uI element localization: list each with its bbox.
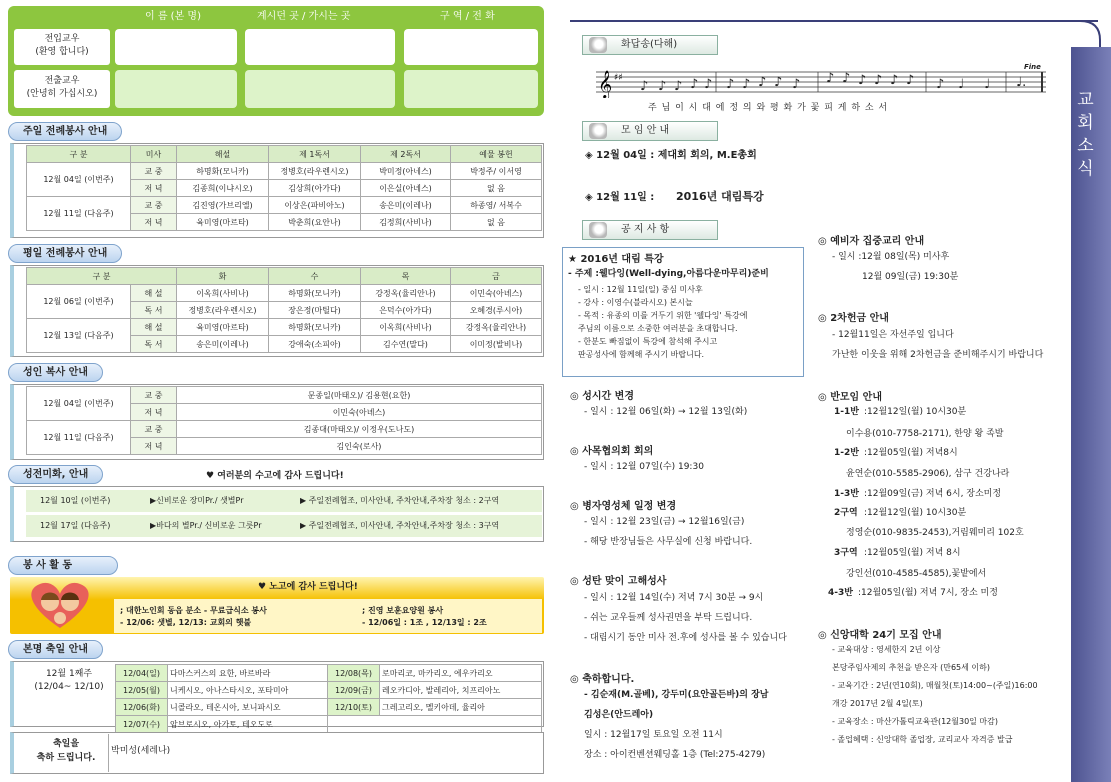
family-illustration-icon — [20, 578, 100, 634]
cleaning-duty: ▶ 주일전례협조, 미사안내, 주차안내,주차장 청소 : 2구역 — [300, 496, 500, 505]
cell: 강정옥(율리안나) — [451, 319, 542, 336]
volunteer-thanks: ♥ 노고에 감사 드립니다! — [258, 582, 358, 592]
meeting-item-1: ◈ 12월 04일 : 제대회 회의, M.E총회 — [585, 150, 757, 161]
cell: 교 중 — [131, 163, 177, 180]
ban-meeting-title: ◎ 반모임 안내 — [818, 392, 882, 403]
svg-text:♪: ♪ — [726, 77, 735, 92]
reg-in-name[interactable] — [115, 29, 237, 65]
feast-empty — [328, 716, 542, 733]
svg-text:♪: ♪ — [874, 73, 883, 88]
holy-hour-date: - 일시 : 12월 06일(화) → 12월 13일(화) — [584, 407, 748, 417]
ban-detail: 정영순(010-9835-2453),거림웨미리 102호 — [846, 528, 1024, 538]
pope-icon — [589, 123, 607, 139]
ban-label: 4-3반 — [828, 588, 853, 598]
date-cell: 12월 04일 (이번주) — [27, 163, 131, 197]
cell: 독 서 — [131, 336, 177, 353]
reg-out-place[interactable] — [245, 70, 395, 108]
cell: 교 중 — [131, 421, 177, 438]
faith-college-title: ◎ 신앙대학 24기 모집 안내 — [818, 630, 942, 641]
svg-text:♪: ♪ — [658, 79, 667, 94]
faith-college-line: 개강 2017년 2월 4일(토) — [832, 699, 923, 708]
cell: 하명화(모니카) — [177, 163, 269, 180]
date-cell: 12월 06일 (이번주) — [27, 285, 131, 319]
holy-hour-title: ◎ 성시간 변경 — [570, 391, 634, 402]
second-collection-line-2: 가난한 이웃을 위해 2차헌금을 준비해주시기 바랍니다 — [832, 350, 1044, 360]
date-cell: 12월 13일 (다음주) — [27, 319, 131, 353]
cell: 박정주/ 이서영 — [451, 163, 542, 180]
advent-lecture-title: ★ 2016년 대림 특강 — [568, 254, 664, 265]
feast-date: 12/10(토) — [328, 699, 380, 716]
side-banner-text: 교회소식 — [1073, 90, 1093, 182]
feast-week: 12월 1째주 (12/04~ 12/10) — [34, 669, 104, 692]
cell: 정병호(라우렌시오) — [269, 163, 361, 180]
volunteer-left-2: - 12/06: 샛별, 12/13: 교회의 햇불 — [120, 618, 252, 627]
cell: 해 설 — [131, 285, 177, 302]
th: 구 분 — [27, 146, 131, 163]
notice-title-text: 공 지 사 항 — [621, 224, 670, 235]
cell: 송은미(이레나) — [177, 336, 269, 353]
cleaning-row-1 — [26, 490, 542, 512]
th: 금 — [451, 268, 542, 285]
svg-text:♩.: ♩. — [1016, 75, 1027, 90]
feast-saints: 다마스커스의 요한, 바르바라 — [168, 665, 328, 682]
date-cell: 12월 11일 (다음주) — [27, 197, 131, 231]
svg-text:♪: ♪ — [640, 79, 649, 94]
cell: 저 녁 — [131, 438, 177, 455]
section-title-weekday: 평일 전례봉사 안내 — [8, 244, 122, 263]
catechumen-line-2: 12월 09일(금) 19:30분 — [862, 272, 959, 282]
ban-detail: :12월12일(월) 10시30분 — [864, 508, 967, 518]
th: 제 1독서 — [269, 146, 361, 163]
reg-out-zone[interactable] — [404, 70, 538, 108]
volunteer-left-1: ; 대한노인회 동읍 분소 - 무료급식소 봉사 — [120, 606, 267, 615]
faith-college-line: - 교육대상 : 영세한지 2년 이상 — [832, 645, 941, 654]
confession-note-2: - 대림시기 동안 미사 전.후에 성사를 볼 수 있습니다 — [584, 633, 787, 643]
svg-text:♪: ♪ — [774, 75, 783, 90]
ban-label: 1-3반 — [834, 489, 859, 499]
svg-text:♯♯: ♯♯ — [614, 73, 623, 83]
th: 예물 봉헌 — [451, 146, 542, 163]
svg-text:♪: ♪ — [826, 71, 835, 86]
meeting-item-2: ◈ 12월 11일 : — [585, 192, 655, 203]
congrats-line-3: 일시 : 12월17일 토요일 오전 11시 — [584, 730, 723, 740]
svg-text:♩: ♩ — [984, 77, 991, 92]
cell: 저 녁 — [131, 180, 177, 197]
cleaning-date: 12월 17일 (다음주) — [40, 521, 111, 530]
advent-line: - 한분도 빠짐없이 특강에 참석해 주시고 — [578, 337, 718, 346]
feast-saints: 니케시오, 아나스타시오, 포타미아 — [168, 682, 328, 699]
feast-date: 12/06(화) — [116, 699, 168, 716]
svg-text:♪: ♪ — [858, 73, 867, 88]
svg-text:♪: ♪ — [690, 77, 699, 92]
sick-communion-date: - 일시 : 12월 23일(금) → 12월16일(금) — [584, 517, 745, 527]
cell: 강정옥(율리안나) — [361, 285, 451, 302]
reg-col1-header: 이 름 (본 명) — [145, 11, 201, 22]
feast-date: 12/04(일) — [116, 665, 168, 682]
cell: 김종대(마태오)/ 이정우(도나도) — [177, 421, 542, 438]
cell: 독 서 — [131, 302, 177, 319]
section-title-sunday: 주일 전례봉사 안내 — [8, 122, 122, 141]
cell: 은덕수(아가다) — [361, 302, 451, 319]
ban-label: 1-1반 — [834, 407, 859, 417]
catechumen-title: ◎ 예비자 집중교리 안내 — [818, 236, 925, 247]
greet-label: 축일을 축하 드립니다. — [36, 739, 96, 763]
cleaning-duty: ▶ 주일전례협조, 미사안내, 주차안내,주차장 청소 : 3구역 — [300, 521, 500, 530]
reg-out-name[interactable] — [115, 70, 237, 108]
cell: 저 녁 — [131, 214, 177, 231]
advent-line: - 일시 : 12월 11일(일) 중심 미사후 — [578, 285, 703, 294]
cell: 없 음 — [451, 180, 542, 197]
cell: 이민숙(아녜스) — [451, 285, 542, 302]
music-staff — [596, 66, 1048, 98]
sick-communion-note: - 해당 반장님들은 사무실에 신청 바랍니다. — [584, 537, 753, 547]
cell: 교 중 — [131, 197, 177, 214]
advent-line: 판공성사에 함께해 주시기 바랍니다. — [578, 350, 705, 359]
cell: 하종영/ 서복수 — [451, 197, 542, 214]
catechumen-line-1: - 일시 :12월 08일(목) 미사후 — [832, 252, 950, 262]
ban-label: 2구역 — [834, 508, 858, 518]
song-fine: Fine — [1024, 63, 1041, 71]
th: 화 — [177, 268, 269, 285]
feast-saints: 로마리코, 마카리오, 에우카리오 — [380, 665, 542, 682]
svg-text:𝄞: 𝄞 — [598, 70, 613, 98]
svg-text:♪: ♪ — [792, 77, 801, 92]
svg-text:♩: ♩ — [958, 77, 965, 92]
cell: 김종희(이냐시오) — [177, 180, 269, 197]
cell: 저 녁 — [131, 404, 177, 421]
cleaning-row-2 — [26, 515, 542, 537]
faith-college-line: 본당주임사제의 추천을 받은자 (만65세 이하) — [832, 663, 990, 672]
advent-line: 주님의 이름으로 소중한 여러분을 초대합니다. — [578, 324, 738, 333]
advent-line: - 목적 : 유종의 미를 거두기 위한 '웰다잉' 특강에 — [578, 311, 748, 320]
confession-note-1: - 쉬는 교우들께 성사권면을 부탁 드립니다. — [584, 613, 753, 623]
th: 수 — [269, 268, 361, 285]
advent-lecture-theme: - 주제 :웰다잉(Well-dying,아름다운마무리)준비 — [568, 269, 769, 279]
feast-date: 12/07(수) — [116, 716, 168, 733]
svg-text:♪: ♪ — [842, 71, 851, 86]
sick-communion-title: ◎ 병자영성체 일정 변경 — [570, 501, 677, 512]
cell: 문종일(마태오)/ 김용현(요한) — [177, 387, 542, 404]
svg-text:♪: ♪ — [936, 77, 945, 92]
cell: 육미영(마르타) — [177, 214, 269, 231]
cell: 하명화(모니카) — [269, 319, 361, 336]
greet-person: 박미성(세레나) — [111, 746, 171, 756]
volunteer-right-2: - 12/06일 : 1조 , 12/13일 : 2조 — [362, 618, 487, 627]
ban-detail: 강인선(010-4585-4585),꽃밭에서 — [846, 569, 987, 579]
ban-detail: :12월05일(월) 저녁 7시, 장소 미정 — [858, 588, 998, 598]
cell: 하명화(모니카) — [269, 285, 361, 302]
cell: 이미정(발비나) — [451, 336, 542, 353]
right-frame-top — [570, 20, 1098, 22]
faith-college-line: - 교육기간 : 2년(연10회), 매월첫(토)14:00~(주일)16:00 — [832, 681, 1038, 690]
reg-in-zone[interactable] — [404, 29, 538, 65]
svg-text:♪: ♪ — [758, 75, 767, 90]
cell: 박춘희(요안나) — [269, 214, 361, 231]
ban-detail: 이수용(010-7758-2171), 한양 왕 족발 — [846, 429, 1004, 439]
cell: 이은실(아녜스) — [361, 180, 451, 197]
feast-date: 12/08(목) — [328, 665, 380, 682]
cell: 교 중 — [131, 387, 177, 404]
pastoral-meeting-title: ◎ 사목협의회 회의 — [570, 446, 654, 457]
weekday-table — [26, 267, 542, 353]
congrats-line-4: 장소 : 아이컨벤션웨딩홀 1층 (Tel:275-4279) — [584, 750, 766, 760]
pope-icon — [589, 37, 607, 53]
cell: 김정희(사비나) — [361, 214, 451, 231]
section-title-server: 성인 복사 안내 — [8, 363, 103, 382]
cleaning-pr: ▶신비로운 장미Pr./ 샛별Pr — [150, 496, 244, 505]
meeting-title — [582, 121, 718, 141]
cell: 강애숙(소피아) — [269, 336, 361, 353]
faith-college-line: - 졸업혜택 : 신앙대학 졸업장, 교리교사 자격증 발급 — [832, 735, 1013, 744]
confession-date: - 일시 : 12월 14일(수) 저녁 7시 30분 → 9시 — [584, 593, 764, 603]
section-title-cleaning: 성전미화, 안내 — [8, 465, 103, 484]
feast-saints: 그레고리오, 멜키아데, 율리아 — [380, 699, 542, 716]
congrats-title: ◎ 축하합니다. — [570, 674, 635, 685]
th: 미사 — [131, 146, 177, 163]
ban-detail: :12월05일(월) 저녁8시 — [864, 448, 958, 458]
feast-saints: 레오카디아, 발레리아, 치프리아노 — [380, 682, 542, 699]
cleaning-thanks: ♥ 여러분의 수고에 감사 드립니다! — [206, 471, 344, 481]
pastoral-meeting-date: - 일시 : 12월 07일(수) 19:30 — [584, 462, 704, 472]
song-title-text: 화답송(다해) — [621, 39, 678, 50]
th: 제 2독서 — [361, 146, 451, 163]
cell: 오혜경(루시아) — [451, 302, 542, 319]
volunteer-right-1: ; 진영 보훈요양원 봉사 — [362, 606, 444, 615]
ban-detail: :12월09일(금) 저녁 6시, 장소미정 — [864, 489, 1002, 499]
cell: 김상희(아가다) — [269, 180, 361, 197]
song-title — [582, 35, 718, 55]
reg-col2-header: 계시던 곳 / 가시는 곳 — [257, 11, 351, 22]
svg-text:♪: ♪ — [674, 79, 683, 94]
reg-col3-header: 구 역 / 전 화 — [440, 11, 495, 22]
feast-saints: 니콜라오, 테온시아, 보니파시오 — [168, 699, 328, 716]
feast-date: 12/05(월) — [116, 682, 168, 699]
cell: 송은미(이레나) — [361, 197, 451, 214]
feast-saints: 암브로시오, 아가토, 테오도로 — [168, 716, 328, 733]
cleaning-date: 12월 10일 (이번주) — [40, 496, 111, 505]
section-title-volunteer: 봉 사 활 동 — [8, 556, 118, 575]
cell: 이민숙(아녜스) — [177, 404, 542, 421]
meeting-title-text: 모 임 안 내 — [621, 125, 670, 136]
second-collection-title: ◎ 2차헌금 안내 — [818, 313, 889, 324]
cell: 김인숙(로사) — [177, 438, 542, 455]
congrats-line-1: - 김순재(M.골베), 강두미(요안골든바)의 장남 — [584, 690, 769, 700]
sunday-table — [26, 145, 542, 231]
pope-icon — [589, 222, 607, 238]
date-cell: 12월 04일 (이번주) — [27, 387, 131, 421]
greet-divider — [108, 734, 109, 772]
th: 목 — [361, 268, 451, 285]
cell: 정병호(라우렌시오) — [177, 302, 269, 319]
ban-label: 3구역 — [834, 548, 858, 558]
cell: 박미정(아네스) — [361, 163, 451, 180]
section-title-feast: 본명 축일 안내 — [8, 640, 103, 659]
feast-table — [115, 664, 542, 733]
cell: 이옥희(사비나) — [361, 319, 451, 336]
cleaning-pr: ▶바다의 별Pr./ 신비로운 그릇Pr — [150, 521, 262, 530]
ban-detail: 윤연순(010-5585-2906), 삼구 건강나라 — [846, 469, 1010, 479]
confession-title: ◎ 성탄 맞이 고해성사 — [570, 576, 667, 587]
reg-row2-label: 전출교우 (안녕히 가십시오) — [14, 70, 110, 108]
cell: 없 음 — [451, 214, 542, 231]
reg-row1-label: 전입교우 (환영 합니다) — [14, 29, 110, 65]
svg-text:♪: ♪ — [906, 73, 915, 88]
th: 구 분 — [27, 268, 177, 285]
congrats-line-2: 김성은(안드레아) — [584, 710, 654, 720]
second-collection-line-1: - 12월11일은 자선주일 입니다 — [832, 330, 954, 340]
reg-in-place[interactable] — [245, 29, 395, 65]
advent-line: - 강사 : 이영수(블라시오) 본시늘 — [578, 298, 693, 307]
notice-title — [582, 220, 718, 240]
cell: 장은정(마틸다) — [269, 302, 361, 319]
cell: 해 설 — [131, 319, 177, 336]
svg-text:♪: ♪ — [704, 77, 713, 92]
feast-date: 12/09(금) — [328, 682, 380, 699]
cell: 이옥희(사비나) — [177, 285, 269, 302]
svg-text:♪: ♪ — [890, 73, 899, 88]
meeting-item-2-event: 2016년 대림특강 — [676, 190, 764, 203]
cell: 김수연(말다) — [361, 336, 451, 353]
ban-label: 1-2반 — [834, 448, 859, 458]
ban-detail: :12월05일(월) 저녁 8시 — [864, 548, 961, 558]
song-lyrics: 주 님 이 시 대 에 정 의 와 평 화 가 꽃 피 게 하 소 서 — [648, 103, 889, 113]
server-table — [26, 386, 542, 455]
faith-college-line: - 교육장소 : 마산가톨릭교육관(12월30일 마감) — [832, 717, 999, 726]
cell: 김진영(가브리엘) — [177, 197, 269, 214]
date-cell: 12월 11일 (다음주) — [27, 421, 131, 455]
cell: 육미영(마르타) — [177, 319, 269, 336]
cell: 이상은(파비아노) — [269, 197, 361, 214]
svg-text:♪: ♪ — [742, 77, 751, 92]
ban-detail: :12월12일(월) 10시30분 — [864, 407, 967, 417]
th: 해설 — [177, 146, 269, 163]
